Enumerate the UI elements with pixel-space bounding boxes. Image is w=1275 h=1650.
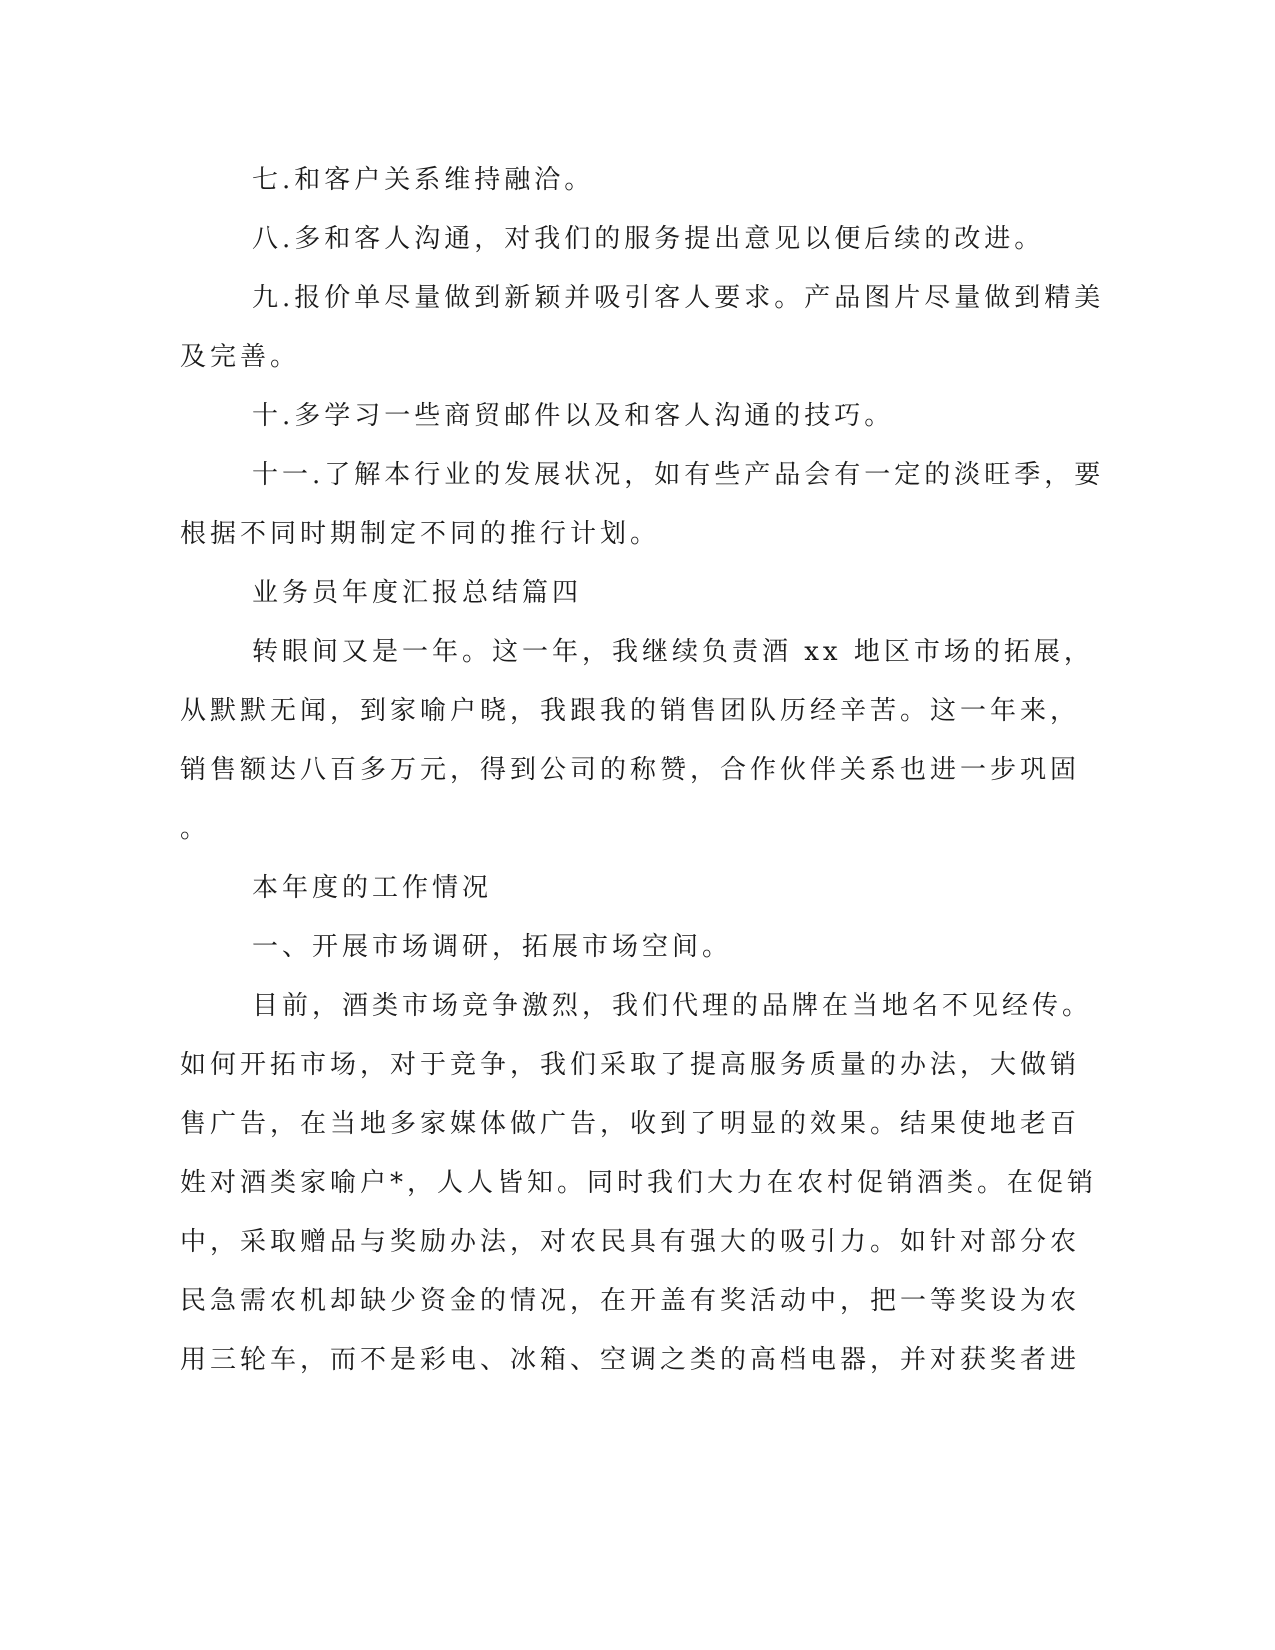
section-heading: 本年度的工作情况 (252, 873, 493, 903)
text-line: 民急需农机却缺少资金的情况，在开盖有奖活动中，把一等奖设为农 (180, 1286, 1081, 1316)
text-line: 八.多和客人沟通，对我们的服务提出意见以便后续的改进。 (252, 224, 1045, 254)
text-line: 销售额达八百多万元，得到公司的称赞，合作伙伴关系也进一步巩固 (180, 755, 1081, 785)
text-line: 目前，酒类市场竞争激烈，我们代理的品牌在当地名不见经传。 (252, 991, 1093, 1021)
text-line: 根据不同时期制定不同的推行计划。 (180, 519, 661, 549)
text-line: 十.多学习一些商贸邮件以及和客人沟通的技巧。 (252, 401, 895, 431)
text-line: 姓对酒类家喻户*，人人皆知。同时我们大力在农村促销酒类。在促销 (180, 1168, 1098, 1198)
text-line: 中，采取赠品与奖励办法，对农民具有强大的吸引力。如针对部分农 (180, 1227, 1081, 1257)
text-line: 七.和客户关系维持融洽。 (252, 165, 595, 195)
text-line: 如何开拓市场，对于竞争，我们采取了提高服务质量的办法，大做销 (180, 1050, 1081, 1080)
text-line: 。 (180, 814, 211, 844)
text-line: 转眼间又是一年。这一年，我继续负责酒 xx 地区市场的拓展， (252, 637, 1094, 667)
text-line: 九.报价单尽量做到新颖并吸引客人要求。产品图片尽量做到精美 (252, 283, 1105, 313)
text-line: 从默默无闻，到家喻户晓，我跟我的销售团队历经辛苦。这一年来， (180, 696, 1081, 726)
text-line: 十一.了解本行业的发展状况，如有些产品会有一定的淡旺季，要 (252, 460, 1105, 490)
section-heading: 一、开展市场调研，拓展市场空间。 (252, 932, 733, 962)
section-heading: 业务员年度汇报总结篇四 (252, 578, 583, 608)
text-line: 用三轮车，而不是彩电、冰箱、空调之类的高档电器，并对获奖者进 (180, 1345, 1081, 1375)
text-line: 及完善。 (180, 342, 301, 372)
text-line: 售广告，在当地多家媒体做广告，收到了明显的效果。结果使地老百 (180, 1109, 1081, 1139)
